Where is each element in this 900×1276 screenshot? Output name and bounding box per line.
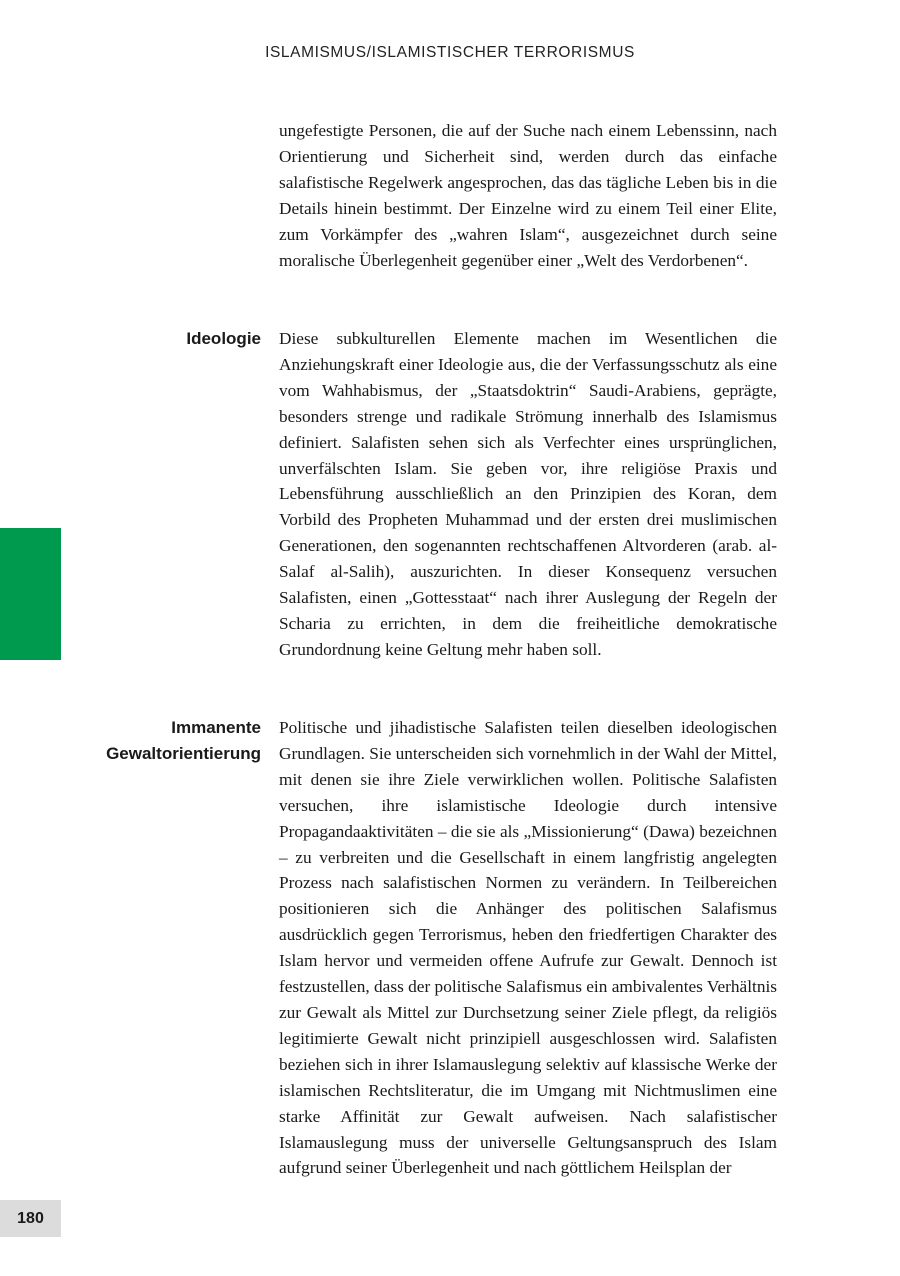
side-heading-line: Gewaltorientierung	[106, 743, 261, 763]
side-heading-line: Immanente	[171, 718, 261, 737]
paragraph-gewaltorientierung: Politische und jihadistische Salafisten teilen dieselben ideologischen Grundlagen. Sie unterscheiden sich vornehmlich in der Wahl der Mittel, mit denen sie ihre Ziele verwirklichen wollen. Politische Salafisten versuchen, ihre islamistische Ideologie durch intensive Propagandaaktivitäten – die sie als „Missionierung“ (Dawa) bezeichnen – zu verbreiten und die Gesellschaft in einem langfristig angelegten Prozess nach salafistischen Normen zu verändern. In Teilbereichen positionieren sich die Anhänger des politischen Salafismus ausdrücklich gegen Terrorismus, heben den friedfertigen Charakter des Islam hervor und vermeiden offene Aufrufe zur Gewalt. Dennoch ist festzustellen, dass der politische Salafismus ein ambivalentes Verhältnis zur Gewalt als Mittel zur Durchsetzung seiner Ziele pflegt, da religiös legitimierte Gewalt nicht prinzipiell ausgeschlossen wird. Salafisten beziehen sich in ihrer Islamauslegung selektiv auf klassische Werke der islamischen Rechtsliteratur, die im Umgang mit Nichtmuslimen eine starke Affinität zur Gewalt aufweisen. Nach salafistischer Islamauslegung muss der universelle Geltungsanspruch des Islam aufgrund seiner Überlegenheit und nach göttlichem Heilsplan der	[279, 718, 777, 1178]
section-color-tab	[0, 528, 61, 660]
page-number: 180	[0, 1200, 61, 1237]
paragraph-intro: ungefestigte Personen, die auf der Suche nach einem Lebenssinn, nach Orientierung und Sicherheit sind, werden durch das einfache salafistische Regelwerk angesprochen, das das tägliche Leben bis in die Details hinein bestimmt. Der Einzelne wird zu einem Teil einer Elite, zum Vorkämpfer des „wahren Islam“, ausgezeichnet durch seine moralische Überlegenheit gegenüber einer „Welt des Verdorbenen“.	[279, 121, 777, 270]
side-heading-gewaltorientierung	[106, 715, 261, 767]
paragraph-ideologie: Diese subkulturellen Elemente machen im Wesentlichen die Anziehungskraft einer Ideologie aus, die der Verfassungsschutz als eine vom Wahhabismus, der „Staatsdoktrin“ Saudi-Arabiens, geprägte, besonders strenge und radikale Strömung innerhalb des Islamismus definiert. Salafisten sehen sich als Verfechter eines ursprünglichen, unverfälschten Islam. Sie geben vor, ihre religiöse Praxis und Lebensführung ausschließlich an den Prinzipien des Koran, dem Vorbild des Propheten Muhammad und der ersten drei muslimischen Generationen, den sogenannten rechtschaffenen Altvorderen (arab. al-Salaf al-Salih), auszurichten. In dieser Konsequenz versuchen Salafisten, einen „Gottesstaat“ nach ihrer Auslegung der Regeln der Scharia zu errichten, in dem die freiheitliche demokratische Grundordnung keine Geltung mehr haben soll.	[279, 329, 777, 659]
side-heading-ideologie	[186, 326, 261, 352]
running-header: ISLAMISMUS/ISLAMISTISCHER TERRORISMUS	[265, 44, 635, 61]
side-heading-line: Ideologie	[186, 329, 261, 348]
